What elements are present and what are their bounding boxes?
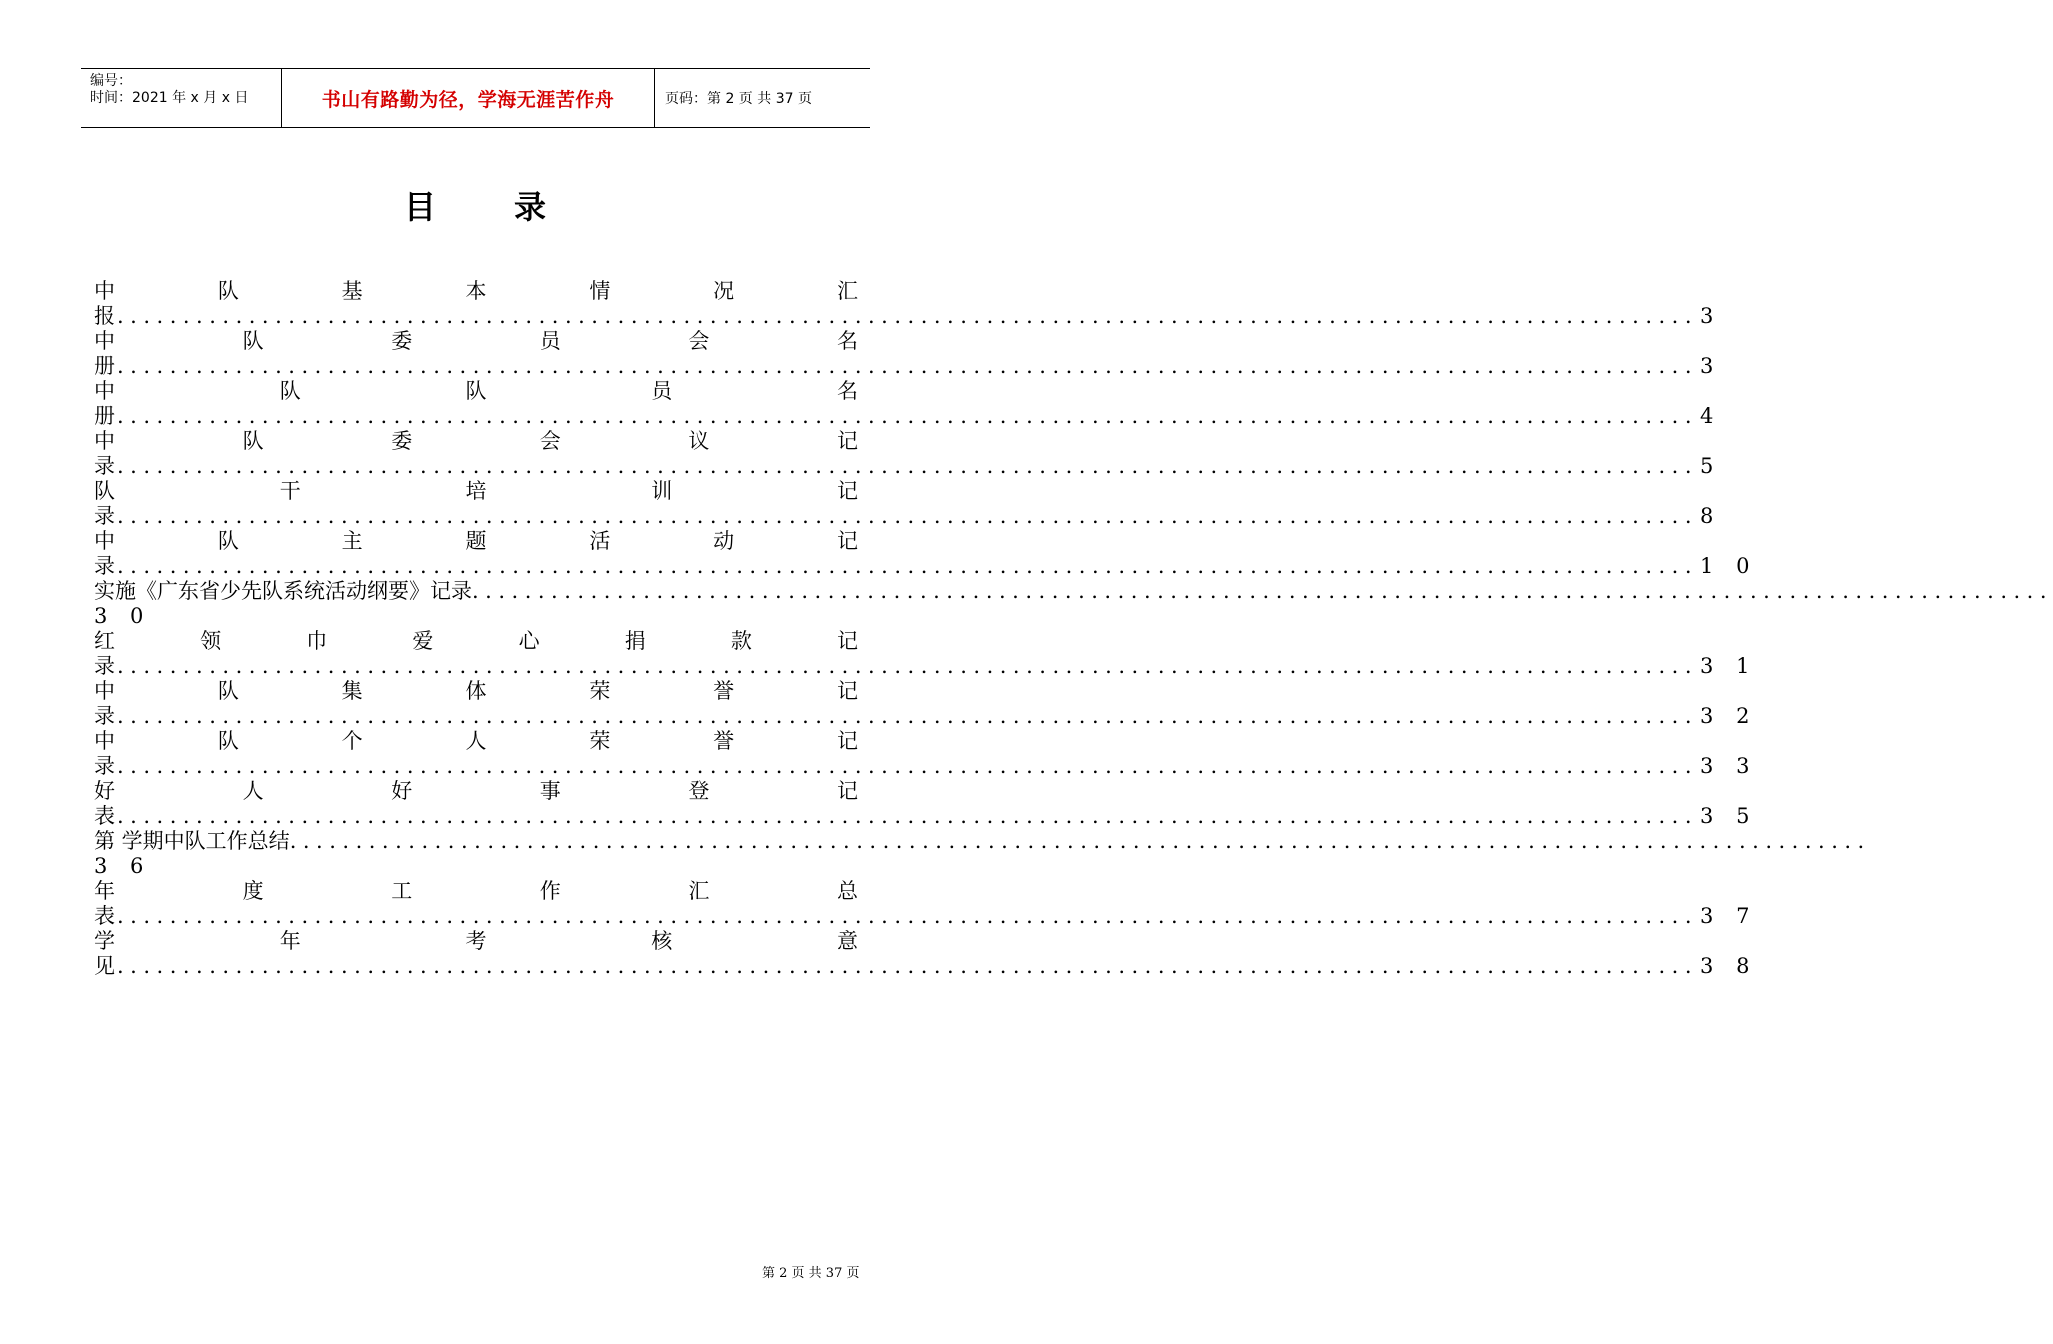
- toc-entry-leader-line: [94, 704, 1758, 729]
- toc-entry[interactable]: [94, 479, 1722, 529]
- toc-title-char: 员: [651, 379, 673, 403]
- toc-title-char: 领: [200, 629, 222, 653]
- toc-title-char: 录: [94, 654, 115, 678]
- toc-dot-leader: ........................................................................................................................: [117, 554, 1699, 578]
- toc-dot-leader: ........................................................................................................................: [289, 829, 1871, 853]
- toc-entry[interactable]: [94, 529, 1758, 579]
- toc-entry-title-line: [94, 329, 858, 354]
- toc-title-char: 题: [465, 529, 487, 553]
- toc-page-number: 3 2: [1700, 704, 1758, 728]
- toc-entry[interactable]: [94, 679, 1758, 729]
- toc-page-number: 3 6: [94, 854, 152, 878]
- toc-dot-leader: ........................................................................................................................: [117, 704, 1699, 728]
- toc-entry-title-line: [94, 479, 858, 504]
- toc-title-char: 表: [94, 804, 115, 828]
- toc-entry[interactable]: [94, 379, 1722, 429]
- toc-title-char: 荣: [589, 729, 611, 753]
- toc-dot-leader: ........................................................................................................................: [117, 754, 1699, 778]
- toc-page-number: 3 1: [1700, 654, 1758, 678]
- toc-title-char: 活: [589, 529, 611, 553]
- toc-title-char: 队: [217, 729, 239, 753]
- toc-entry[interactable]: [94, 729, 1758, 779]
- toc-title-char: 誉: [713, 679, 735, 703]
- toc-entry-leader-line: [94, 554, 1758, 579]
- toc-title-char: 员: [539, 329, 561, 353]
- toc-entry[interactable]: [94, 879, 1758, 929]
- toc-entry-leader-line: [94, 804, 1758, 829]
- toc-title-char: 记: [836, 779, 858, 803]
- toc-title-char: 录: [94, 704, 115, 728]
- toc-entry[interactable]: [94, 829, 1871, 879]
- toc-title-char: 中: [94, 729, 115, 753]
- toc-title-char: 事: [539, 779, 561, 803]
- toc-title-char: 捐: [624, 629, 646, 653]
- toc-title-char: 委: [391, 329, 413, 353]
- toc-title-char: 记: [836, 679, 858, 703]
- toc-title-char: 见: [94, 954, 115, 978]
- toc-entry-title: 实施《广东省少先队系统活动纲要》记录: [94, 579, 472, 603]
- toc-dot-leader: ........................................................................................................................: [472, 579, 2053, 603]
- toc-dot-leader: ........................................................................................................................: [117, 804, 1699, 828]
- toc-title-char: 意: [837, 929, 858, 953]
- toc-title-char: 记: [836, 729, 858, 753]
- toc-title-char: 委: [391, 429, 413, 453]
- toc-title-char: 情: [589, 279, 611, 303]
- toc-title-char: 报: [94, 304, 115, 328]
- toc-title-char: 中: [94, 529, 115, 553]
- toc-entry[interactable]: [94, 629, 1758, 679]
- toc-title-char: 况: [713, 279, 735, 303]
- header-page-info: 页码：第 2 页 共 37 页: [665, 91, 812, 107]
- toc-entry[interactable]: [94, 929, 1758, 979]
- toc-title-char: 队: [94, 479, 115, 503]
- toc-title-char: 年: [279, 929, 301, 953]
- toc-title-char: 作: [539, 879, 561, 903]
- toc-title-char: 巾: [306, 629, 328, 653]
- toc-title-char: 登: [688, 779, 710, 803]
- toc-entry[interactable]: [94, 579, 2053, 629]
- toc-title-char: 考: [465, 929, 487, 953]
- toc-entry-leader-line: [94, 904, 1758, 929]
- toc-entry-title-line: [94, 629, 858, 654]
- toc-title-char: 录: [94, 504, 115, 528]
- toc-title-char: 中: [94, 329, 115, 353]
- toc-title-char: 队: [465, 379, 487, 403]
- toc-page-number: 4: [1700, 404, 1722, 428]
- toc-title-char: 录: [94, 754, 115, 778]
- toc-entry-title-line: [94, 429, 858, 454]
- toc-title-char: 队: [242, 429, 264, 453]
- toc-entry[interactable]: [94, 279, 1722, 329]
- toc-title-char: 册: [94, 354, 115, 378]
- toc-title-char: 本: [465, 279, 487, 303]
- toc-title-char: 学: [94, 929, 115, 953]
- header-motto: 书山有路勤为径，学海无涯苦作舟: [282, 69, 655, 127]
- toc-title-char: 队: [217, 279, 239, 303]
- toc-entry-title-line: [94, 579, 2053, 604]
- toc-title-char: 议: [688, 429, 710, 453]
- toc-entry-leader-line: [94, 404, 1722, 429]
- toc-entry-leader-line: [94, 354, 1722, 379]
- toc-page-number: 3 5: [1700, 804, 1758, 828]
- toc-entry-title-line: [94, 529, 858, 554]
- toc-dot-leader: ........................................................................................................................: [117, 354, 1699, 378]
- toc-title-char: 好: [94, 779, 115, 803]
- toc-title-char: 记: [836, 629, 858, 653]
- toc-title-char: 中: [94, 279, 115, 303]
- toc-title-char: 册: [94, 404, 115, 428]
- table-of-contents: [94, 279, 2053, 979]
- toc-title-char: 核: [651, 929, 673, 953]
- toc-title-char: 训: [651, 479, 673, 503]
- toc-title-char: 记: [836, 429, 858, 453]
- toc-title-char: 记: [836, 529, 858, 553]
- toc-entry[interactable]: [94, 429, 1722, 479]
- toc-title-char: 队: [217, 529, 239, 553]
- toc-page-number: 3 8: [1700, 954, 1758, 978]
- toc-title-char: 中: [94, 379, 115, 403]
- page-header: [81, 68, 870, 128]
- toc-title-char: 荣: [589, 679, 611, 703]
- toc-dot-leader: ........................................................................................................................: [117, 504, 1699, 528]
- toc-title-char: 汇: [688, 879, 710, 903]
- toc-title-char: 表: [94, 904, 115, 928]
- toc-title-char: 集: [341, 679, 363, 703]
- toc-entry-title-line: [94, 279, 858, 304]
- toc-title-char: 红: [94, 629, 115, 653]
- toc-title-char: 心: [518, 629, 540, 653]
- toc-title-char: 工: [391, 879, 413, 903]
- toc-title-char: 培: [465, 479, 487, 503]
- toc-entry[interactable]: [94, 779, 1758, 829]
- toc-title-char: 记: [837, 479, 858, 503]
- toc-page-number: 5: [1700, 454, 1722, 478]
- toc-entry-title: 第 学期中队工作总结: [94, 829, 290, 853]
- toc-title-char: 体: [465, 679, 487, 703]
- toc-entry-title-line: [94, 679, 858, 704]
- title-char-1: 目: [403, 188, 436, 226]
- toc-dot-leader: ........................................................................................................................: [117, 654, 1699, 678]
- toc-title-char: 干: [279, 479, 301, 503]
- toc-title-char: 好: [391, 779, 413, 803]
- toc-dot-leader: ........................................................................................................................: [117, 304, 1699, 328]
- toc-page-number: 3 7: [1700, 904, 1758, 928]
- page-footer: 第 2 页 共 37 页: [762, 1266, 860, 1281]
- toc-entry-title-line: [94, 879, 858, 904]
- toc-entry[interactable]: [94, 329, 1722, 379]
- toc-title-char: 人: [465, 729, 487, 753]
- toc-dot-leader: ........................................................................................................................: [117, 404, 1699, 428]
- toc-title-char: 名: [837, 379, 858, 403]
- toc-entry-title-line: [94, 779, 858, 804]
- toc-title-char: 人: [242, 779, 264, 803]
- toc-title-char: 基: [341, 279, 363, 303]
- toc-title-char: 会: [539, 429, 561, 453]
- toc-title-char: 会: [688, 329, 710, 353]
- toc-page-number: 3: [1700, 354, 1722, 378]
- toc-title-char: 誉: [713, 729, 735, 753]
- toc-title-char: 总: [836, 879, 858, 903]
- toc-entry-leader-line: [94, 754, 1758, 779]
- toc-entry-leader-line: [94, 954, 1758, 979]
- toc-page-number: 3: [1700, 304, 1722, 328]
- toc-title-char: 个: [341, 729, 363, 753]
- toc-title-char: 动: [713, 529, 735, 553]
- toc-title-char: 款: [730, 629, 752, 653]
- toc-entry-title-line: [94, 729, 858, 754]
- toc-entry-title-line: [94, 379, 858, 404]
- toc-title-char: 录: [94, 454, 115, 478]
- toc-page-number: 3 0: [94, 604, 152, 628]
- toc-title-char: 中: [94, 429, 115, 453]
- toc-entry-leader-line: [94, 504, 1722, 529]
- toc-title-char: 汇: [836, 279, 858, 303]
- document-number-label: 编号：: [90, 73, 132, 89]
- toc-title-char: 爱: [412, 629, 434, 653]
- toc-title-char: 录: [94, 554, 115, 578]
- toc-dot-leader: ........................................................................................................................: [117, 954, 1699, 978]
- toc-title-char: 年: [94, 879, 115, 903]
- toc-entry-leader-line: [94, 654, 1758, 679]
- toc-dot-leader: ........................................................................................................................: [117, 904, 1699, 928]
- toc-title-char: 中: [94, 679, 115, 703]
- toc-title-char: 主: [341, 529, 363, 553]
- toc-entry-leader-line: [94, 454, 1722, 479]
- toc-dot-leader: ........................................................................................................................: [117, 454, 1699, 478]
- toc-entry-leader-line: [94, 304, 1722, 329]
- toc-title-char: 队: [242, 329, 264, 353]
- toc-entry-title-line: [94, 829, 1871, 854]
- toc-page-number: 3 3: [1700, 754, 1758, 778]
- toc-entry-title-line: [94, 929, 858, 954]
- toc-page-number: 1 0: [1700, 554, 1758, 578]
- page-title: [0, 182, 950, 228]
- toc-title-char: 队: [279, 379, 301, 403]
- header-meta: [81, 69, 282, 127]
- toc-title-char: 度: [242, 879, 264, 903]
- document-time-label: 时间：2021 年 x 月 x 日: [90, 90, 249, 106]
- toc-page-number: 8: [1700, 504, 1722, 528]
- toc-title-char: 队: [217, 679, 239, 703]
- title-char-2: 录: [514, 188, 547, 226]
- toc-title-char: 名: [836, 329, 858, 353]
